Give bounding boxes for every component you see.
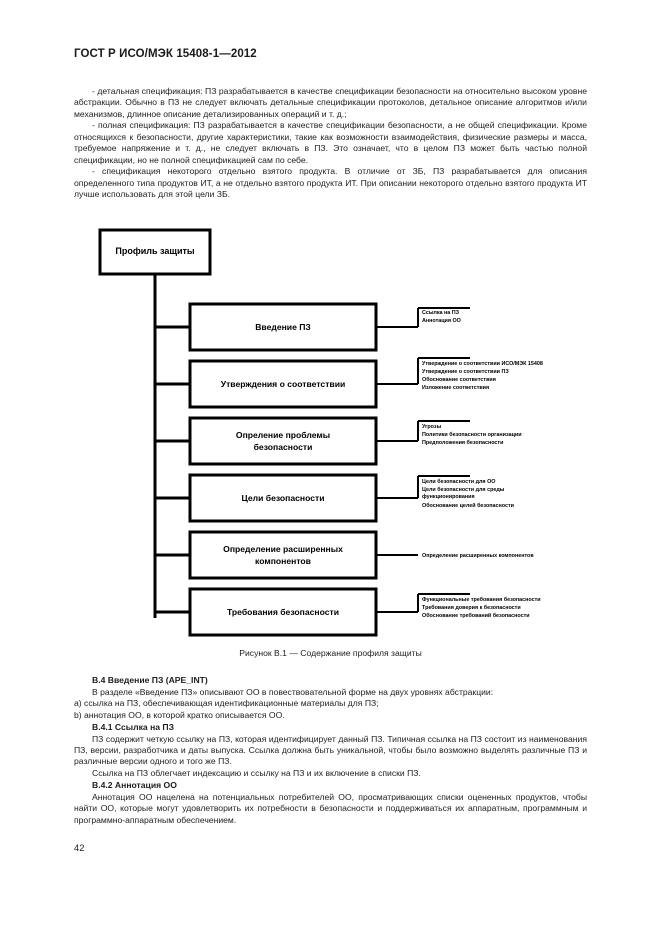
diagram-annotation-6-0: Функциональные требования безопасности (422, 597, 541, 603)
diagram-node-5-label-line2: компонентов (255, 556, 311, 566)
body-paragraph-3: - спецификация некоторого отдельно взятого продукта. В отличие от ЗБ, ПЗ разрабатывается для описания определенного типа продуктов ИТ, а не отдельно взятого продукта ИТ. При описании некоторого отдельно взятого продукта ИТ лучше использовать для этой цели ЗБ. (74, 166, 587, 200)
diagram-node-3-label-line1: Опреление проблемы (235, 430, 331, 440)
diagram-annotation-1-1: Аннотация ОО (422, 318, 461, 324)
section-b4-item-a: а) ссылка на ПЗ, обеспечивающая идентификационные материалы для ПЗ; (74, 698, 379, 709)
diagram-annotation-6-1: Требования доверия к безопасности (422, 605, 521, 611)
page-number: 42 (74, 842, 85, 853)
protection-profile-diagram (0, 228, 661, 638)
section-b41-paragraph-2: Ссылка на ПЗ облегчает индексацию и ссылку на ПЗ и их включение в списки ПЗ. (92, 767, 421, 778)
section-b4-intro: В разделе «Введение ПЗ» описывают ОО в повествовательной форме на двух уровнях абстракции: (92, 686, 494, 697)
lower-sections (74, 674, 587, 826)
diagram-annotation-4-2: функционирования (422, 494, 475, 500)
page-header-standard-number: ГОСТ Р ИСО/МЭК 15408-1—2012 (74, 48, 257, 60)
diagram-annotation-2-3: Изложение соответствия (422, 385, 490, 391)
diagram-annotation-4-1: Цели безопасности для среды (422, 487, 505, 493)
diagram-node-root-label: Профиль защиты (115, 246, 195, 256)
figure-caption: Рисунок В.1 — Содержание профиля защиты (239, 648, 422, 658)
diagram-node-6-label: Требования безопасности (227, 607, 339, 617)
diagram-annotation-6-2: Обоснование требований безопасности (422, 613, 530, 619)
diagram-annotation-3-1: Политики безопасности организации (422, 432, 522, 438)
diagram-annotation-3-0: Угрозы (422, 424, 442, 430)
section-heading-b42: В.4.2 Аннотация ОО (92, 780, 177, 791)
section-heading-b41: В.4.1 Ссылка на ПЗ (92, 721, 174, 732)
diagram-node-3-label-line2: безопасности (253, 442, 313, 452)
diagram-annotation-3-2: Предположения безопасности (422, 440, 504, 446)
diagram-node-2-label: Утверждения о соответствии (220, 379, 346, 389)
body-paragraph-2: - полная спецификация: ПЗ разрабатывается в качестве спецификации безопасности, а не общей спецификации. Кроме относящихся к безопасности, другие характеристики, такие как возможности взаимодействия, физические размеры и масса, требуемое напряжение и т. д., не следует включать в ПЗ. Это означает, что в целом ПЗ может быть частью полной спецификации, но не полной спецификацией сам по себе. (74, 120, 587, 165)
body-paragraph-1: - детальная спецификация: ПЗ разрабатывается в качестве спецификации безопасности на относительно высоком уровне абстракции. Обычно в ПЗ не следует включать детальные спецификации протоколов, детальное описание алгоритмов и/или механизмов, длинное описание детализированных операций и т. д.; (74, 86, 587, 119)
section-b41-paragraph-1: ПЗ содержит четкую ссылку на ПЗ, которая идентифицирует данный ПЗ. Типичная ссылка на ПЗ состоит из наименования ПЗ, версии, разработчика и даты выпуска. Ссылка должна быть уникальной, чтобы было возможно выделять различные ПЗ и различные версии одного и того же ПЗ. (74, 733, 587, 767)
diagram-annotation-2-1: Утверждение о соответствии ПЗ (422, 369, 509, 375)
diagram-annotation-4-3: Обоснование целей безопасности (422, 503, 514, 509)
intro-body-text (74, 86, 587, 201)
diagram-annotation-4-0: Цели безопасности для ОО (422, 479, 496, 485)
diagram-node-3-box (190, 418, 376, 464)
diagram-node-4-label: Цели безопасности (241, 493, 325, 503)
diagram-node-1-label: Введение ПЗ (255, 322, 311, 332)
diagram-annotation-1-0: Ссылка на ПЗ (422, 310, 460, 316)
section-heading-b4: В.4 Введение ПЗ (APE_INT) (92, 675, 208, 685)
diagram-node-5-box (190, 532, 376, 578)
diagram-annotation-2-0: Утверждение о соответствии ИСО/МЭК 15408 (422, 361, 543, 367)
diagram-annotation-2-2: Обоснование соответствия (422, 377, 496, 383)
diagram-node-5-label-line1: Определение расширенных (223, 544, 343, 554)
section-b42-paragraph-1: Аннотация ОО нацелена на потенциальных потребителей ОО, просматривающих списки оцененных продуктов, чтобы найти ОО, которые могут удовлетворить их потребности в безопасности и поддерживаться их аппаратным, программным и программно-аппаратным обеспечением. (74, 791, 587, 825)
section-b4-item-b: b) аннотация ОО, в которой кратко описывается ОО. (74, 709, 285, 720)
diagram-annotation-5-0: Определение расширенных компонентов (422, 553, 534, 559)
